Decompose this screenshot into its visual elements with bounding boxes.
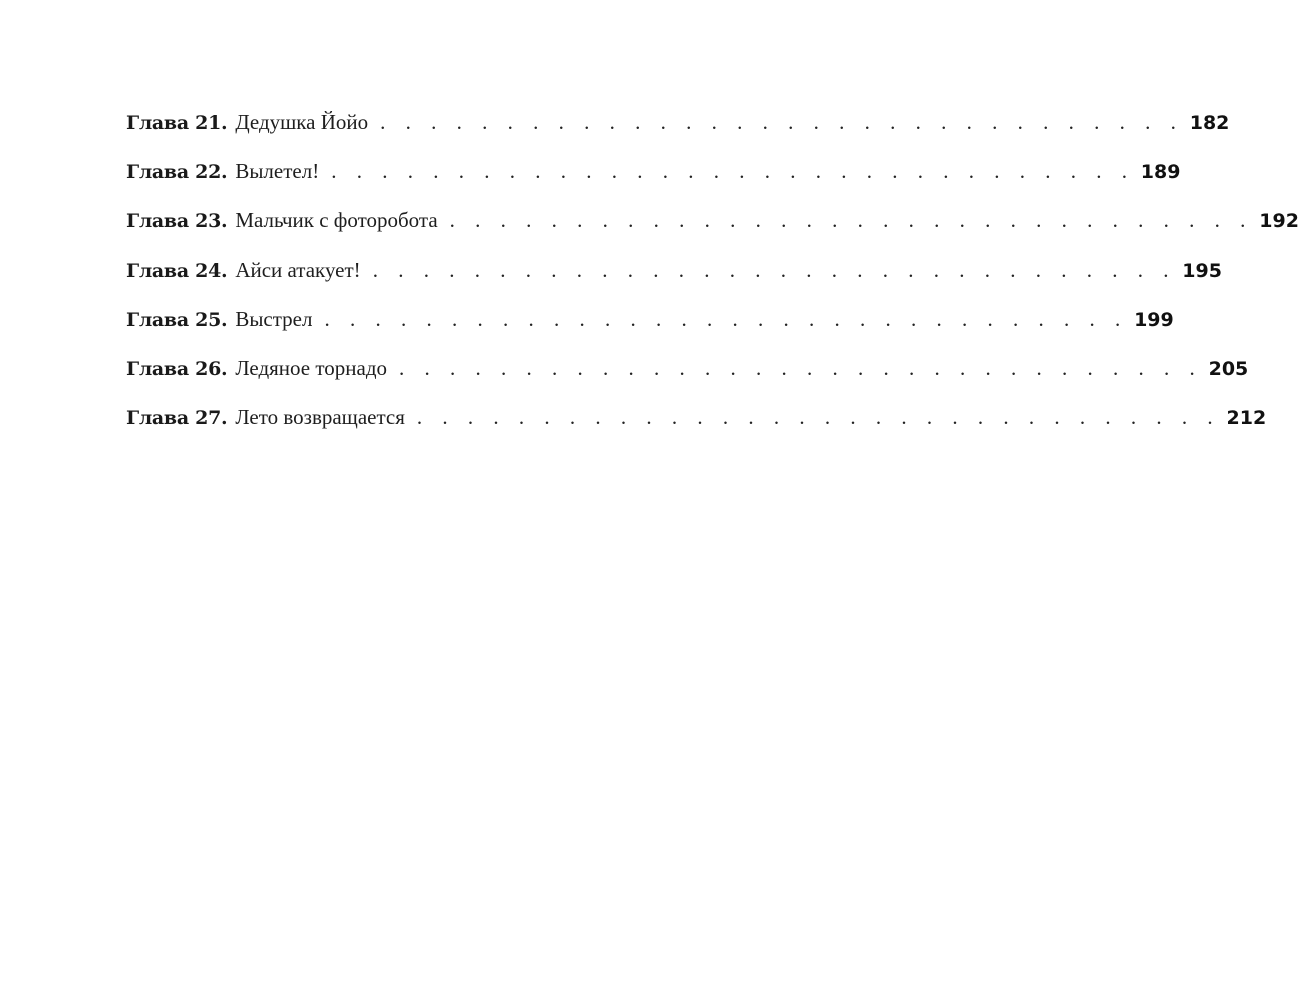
chapter-title: Выстрел [235,306,313,331]
page-number: 199 [1134,308,1174,331]
table-of-contents [126,110,1299,454]
chapter-title: Айси атакует! [235,257,361,282]
chapter-number: Глава 27. [126,407,228,430]
chapter-title: Лето возвращается [235,405,405,430]
chapter-title: Вылетел! [235,159,320,184]
chapter-title: Мальчик с фоторобота [235,208,438,233]
page-number: 205 [1208,357,1249,380]
toc-entry-24[interactable] [126,257,1222,307]
toc-entry-23[interactable] [126,208,1299,257]
dot-leader: . . . . . . . . . . . . . . . . . . . . . . . . . . . . . . . . [399,355,1203,380]
toc-entry-21[interactable] [126,110,1230,159]
chapter-number: Глава 24. [126,259,228,282]
page-number: 189 [1140,161,1181,184]
dot-leader: . . . . . . . . . . . . . . . . . . . . . . . . . . . . . . . . [324,306,1128,331]
dot-leader: . . . . . . . . . . . . . . . . . . . . . . . . . . . . . . . . [331,159,1135,184]
chapter-number: Глава 23. [126,210,228,233]
dot-leader: . . . . . . . . . . . . . . . . . . . . . . . . . . . . . . . . [449,208,1253,233]
dot-leader: . . . . . . . . . . . . . . . . . . . . . . . . . . . . . . . . [372,257,1176,282]
page-number: 182 [1189,112,1230,134]
toc-entry-27[interactable] [126,405,1267,454]
chapter-number: Глава 26. [126,357,228,380]
chapter-title: Ледяное торнадо [235,355,388,380]
dot-leader: . . . . . . . . . . . . . . . . . . . . . . . . . . . . . . . . [416,405,1221,430]
toc-entry-26[interactable] [126,355,1249,405]
page-number: 212 [1226,407,1267,430]
chapter-number: Глава 22. [126,161,228,184]
dot-leader: . . . . . . . . . . . . . . . . . . . . . . . . . . . . . . . . [380,110,1184,134]
page-number: 192 [1259,210,1299,233]
page-number: 195 [1182,259,1222,282]
chapter-title: Дедушка Йойо [235,110,369,134]
toc-entry-25[interactable] [126,306,1174,356]
chapter-number: Глава 25. [126,308,228,331]
chapter-number: Глава 21. [126,112,228,134]
toc-entry-22[interactable] [126,159,1181,208]
